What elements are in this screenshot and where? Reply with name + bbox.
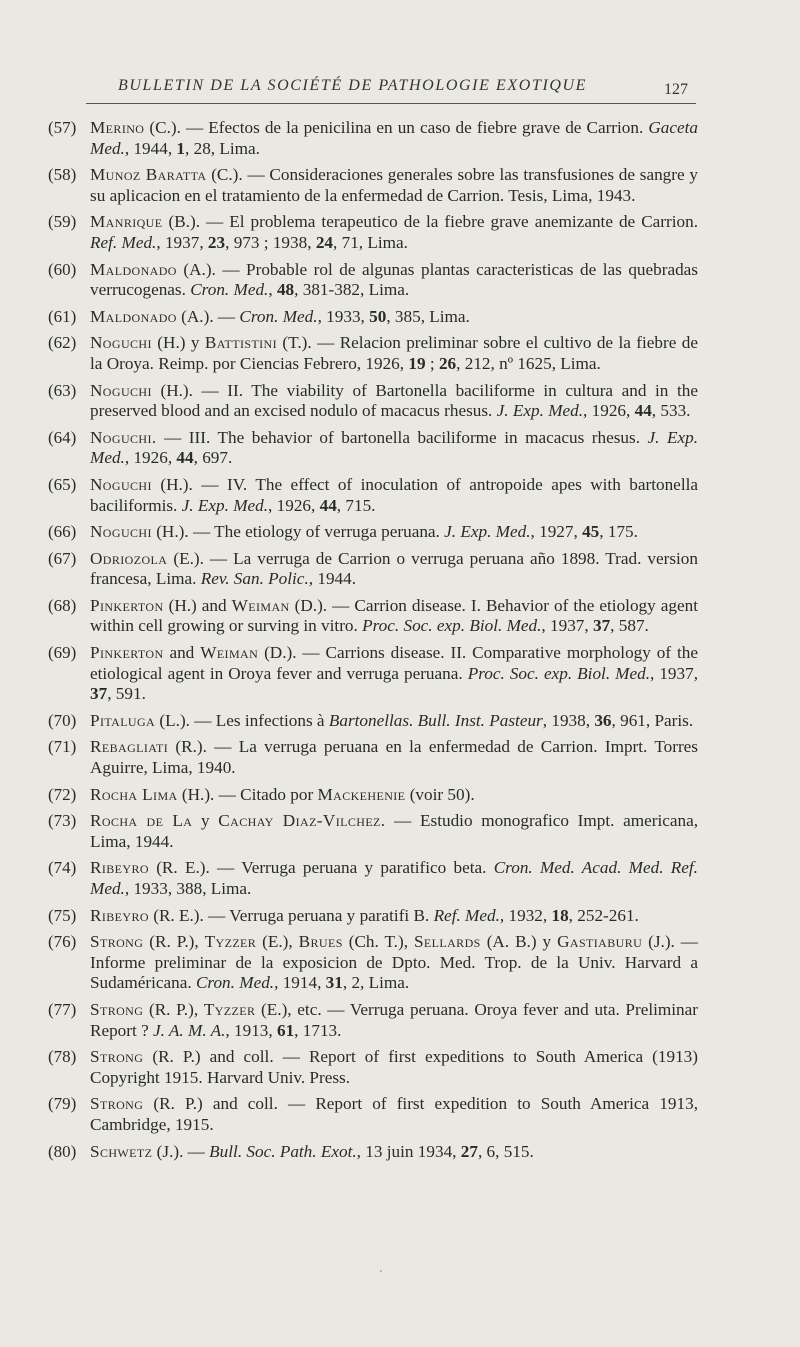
reference-text: (J.). — Informe preliminar de la exposicion de Dpto. Med. Trop. de la Univ. Harvard a Sudaméricana. <box>90 932 698 993</box>
reference-text: , 212, nº 1625, Lima. <box>456 353 601 373</box>
reference-author: Pitaluga <box>90 710 156 730</box>
header-rule <box>86 103 696 104</box>
reference-volume: 44 <box>319 495 337 515</box>
reference-journal: Rev. San. Polic. <box>200 569 309 589</box>
reference-text: (B.). — El problema terapeutico de la fiebre grave anemizante de Carrion. <box>162 212 698 232</box>
reference-volume: 37 <box>592 616 611 636</box>
reference-volume: 44 <box>634 401 652 421</box>
reference-text: , 1913, <box>225 1020 277 1040</box>
reference-entry <box>48 1047 698 1088</box>
reference-entry <box>48 212 698 253</box>
reference-text: y <box>192 811 219 831</box>
reference-text: (C.). — Efectos de la penicilina en un caso de fiebre grave de Carrion. <box>144 118 649 137</box>
reference-author: Mackehenie <box>317 784 406 804</box>
reference-author: Tyzzer <box>203 999 256 1019</box>
reference-list <box>48 118 698 1168</box>
reference-entry <box>48 1000 698 1041</box>
reference-number: (74) <box>48 858 77 878</box>
reference-number: (73) <box>48 811 77 831</box>
reference-number: (57) <box>48 118 77 137</box>
reference-number: (77) <box>48 999 77 1019</box>
reference-number: (60) <box>48 259 77 279</box>
reference-text: , <box>268 280 277 300</box>
reference-volume: 24 <box>315 232 333 252</box>
reference-entry <box>48 307 698 328</box>
reference-entry <box>48 737 698 778</box>
reference-journal: Bartonellas. Bull. Inst. Pasteur <box>328 710 543 730</box>
reference-entry <box>48 785 698 806</box>
reference-entry <box>48 643 698 705</box>
reference-author: Odriozola <box>90 548 168 568</box>
reference-journal: J. Exp. Med. <box>444 522 531 542</box>
reference-number: (59) <box>48 212 77 232</box>
reference-text: (H.) and <box>163 595 232 615</box>
reference-number: (72) <box>48 784 77 804</box>
reference-text: (R. E.). — Verruga peruana y paratifico beta. <box>148 858 494 878</box>
reference-text: , 385, Lima. <box>386 306 470 326</box>
reference-author: Ribeyro <box>90 858 149 878</box>
reference-entry <box>48 522 698 543</box>
reference-text: , 1926, <box>124 448 177 468</box>
reference-number: (63) <box>48 380 77 400</box>
reference-author: Brues <box>298 932 343 952</box>
reference-text: (R. P.) and coll. — Report of first expedition to South America 1913, Cambridge, 1915. <box>90 1094 698 1134</box>
reference-author: Weiman <box>200 643 259 663</box>
reference-text: , 973 ; 1938, <box>225 232 316 252</box>
reference-author: Noguchi <box>90 333 152 353</box>
reference-text: , 6, 515. <box>477 1141 534 1161</box>
reference-journal: Cron. Med. <box>190 280 269 300</box>
reference-text: (A. B.) y <box>480 932 558 952</box>
running-title: BULLETIN DE LA SOCIÉTÉ DE PATHOLOGIE EXOTIQUE <box>118 77 588 94</box>
reference-text: (H.). — II. The viability of Bartonella baciliforme in cultura and in the preserved blood and an excised nodulo of macacus rhesus. <box>90 380 698 421</box>
reference-journal: Cron. Med. <box>195 973 275 993</box>
reference-text: (H.). — The etiology of verruga peruana. <box>151 522 445 542</box>
reference-volume: 26 <box>438 353 457 373</box>
reference-volume: 23 <box>207 232 226 252</box>
reference-text: , 1713. <box>294 1020 342 1040</box>
reference-text: (E.). — La verruga de Carrion o verruga peruana año 1898. Trad. version francesa, Lima. <box>90 548 698 589</box>
reference-text: (J.). — <box>152 1141 210 1161</box>
reference-number: (78) <box>48 1047 77 1067</box>
reference-author: Noguchi <box>90 522 152 542</box>
reference-author: Maldonado <box>90 306 177 326</box>
reference-entry <box>48 858 698 899</box>
reference-entry <box>48 906 698 927</box>
reference-text: (H.). — IV. The effect of inoculation of antropoide apes with bartonella baciliformis. <box>90 474 698 515</box>
reference-journal: Ref. Med. <box>433 905 500 925</box>
reference-text: , 252-261. <box>568 905 639 925</box>
reference-entry <box>48 711 698 732</box>
reference-author: Noguchi. <box>90 427 157 447</box>
reference-text: , 71, Lima. <box>333 232 408 252</box>
reference-text: ; <box>425 353 439 373</box>
reference-number: (68) <box>48 595 77 615</box>
reference-text: (H.). — Citado por <box>177 784 318 804</box>
reference-number: (80) <box>48 1141 77 1161</box>
reference-number: (70) <box>48 710 77 730</box>
reference-text: (E.), <box>256 932 299 952</box>
reference-journal: Proc. Soc. exp. Biol. Med. <box>362 616 542 636</box>
reference-entry <box>48 118 698 159</box>
reference-text: (L.). — Les infections à <box>155 710 329 730</box>
reference-entry <box>48 381 698 422</box>
reference-text: (A.). — <box>176 306 240 326</box>
paper-speck <box>380 1270 382 1272</box>
reference-volume: 31 <box>325 973 343 993</box>
reference-text: , 2, Lima. <box>342 973 410 993</box>
reference-text: , 175. <box>599 522 638 542</box>
reference-text: , 1926, <box>583 401 635 421</box>
reference-author: Tyzzer <box>204 932 257 952</box>
reference-text: (R.). — La verruga peruana en la enfermedad de Carrion. Imprt. Torres Aguirre, Lima, 1940. <box>90 737 698 778</box>
reference-number: (61) <box>48 306 77 326</box>
reference-author: Merino <box>90 118 145 137</box>
reference-text: (R. P.), <box>143 932 205 952</box>
reference-volume: 61 <box>276 1020 295 1040</box>
reference-number: (75) <box>48 905 77 925</box>
reference-entry <box>48 260 698 301</box>
reference-author: Noguchi <box>90 474 152 494</box>
reference-volume: 18 <box>551 905 569 925</box>
reference-volume: 27 <box>460 1141 478 1161</box>
reference-text: (R. P.) and coll. — Report of first expeditions to South America (1913) Copyright 1915. Harvard Univ. Press. <box>90 1047 698 1087</box>
reference-text: (D.). — Carrion disease. I. Behavior of the etiology agent within cell growing or surving in vitro. <box>90 595 698 636</box>
reference-text: , 591. <box>107 684 146 704</box>
reference-author: Pinkerton <box>90 643 164 663</box>
reference-author: Maldonado <box>90 259 177 279</box>
reference-journal: Ref. Med. <box>90 232 157 252</box>
reference-text: , 1944, <box>124 138 177 158</box>
reference-author: Sellards <box>413 932 481 952</box>
reference-entry <box>48 475 698 516</box>
reference-volume: 37 <box>90 684 108 704</box>
reference-journal: Proc. Soc. exp. Biol. Med. <box>467 663 650 683</box>
reference-author: Rocha Lima <box>90 784 178 804</box>
reference-author: Manrique <box>90 212 163 232</box>
reference-entry <box>48 932 698 994</box>
reference-text: , 533. <box>651 401 691 421</box>
reference-entry <box>48 1142 698 1163</box>
reference-journal: Cron. Med. <box>239 306 318 326</box>
reference-number: (64) <box>48 427 77 447</box>
reference-volume: 45 <box>582 522 600 542</box>
reference-text: , 28, Lima. <box>185 138 260 158</box>
reference-volume: 44 <box>176 448 194 468</box>
reference-entry <box>48 1094 698 1135</box>
reference-journal: Bull. Soc. Path. Exot. <box>209 1141 357 1161</box>
reference-volume: 19 <box>408 353 426 373</box>
reference-journal: J. Exp. Med. <box>496 401 584 421</box>
page-number: 127 <box>664 81 688 98</box>
reference-entry <box>48 428 698 469</box>
reference-author: Cachay Diaz-Vilchez. <box>218 811 386 831</box>
reference-author: Munoz Baratta <box>90 165 207 185</box>
reference-text: , 381-382, Lima. <box>294 280 410 300</box>
reference-journal: J. Exp. Med. <box>90 427 698 468</box>
reference-text: (A.). — Probable rol de algunas plantas caracteristicas de las quebradas verrucogenas. <box>90 259 698 300</box>
reference-journal: Cron. Med. Acad. Med. Ref. Med. <box>90 858 698 898</box>
reference-author: Schwetz <box>90 1141 153 1161</box>
reference-text: , 13 juin 1934, <box>356 1141 461 1161</box>
reference-author: Rebagliati <box>90 737 169 757</box>
reference-number: (66) <box>48 522 77 542</box>
reference-text: , 1944. <box>308 569 357 589</box>
reference-text: , 697. <box>193 448 233 468</box>
reference-text: , 1937, <box>156 232 208 252</box>
reference-text: , 1914, <box>274 973 326 993</box>
reference-text: , 961, Paris. <box>611 710 694 730</box>
reference-text: , 1933, <box>317 306 370 326</box>
reference-author: Weiman <box>231 595 290 615</box>
reference-text: , 1926, <box>268 495 320 515</box>
reference-text: (voir 50). <box>405 784 475 804</box>
reference-text: (D.). — Carrions disease. II. Comparative morphology of the etiological agent in Oroya fever and verruga peruana. <box>90 643 698 683</box>
reference-volume: 50 <box>369 306 387 326</box>
reference-author: Strong <box>90 1094 144 1114</box>
reference-author: Battistini <box>204 333 278 353</box>
reference-volume: 1 <box>176 138 185 158</box>
reference-volume: 48 <box>276 280 295 300</box>
reference-text: , 1937, <box>650 663 699 683</box>
reference-author: Gastiaburu <box>557 932 643 952</box>
reference-number: (65) <box>48 474 77 494</box>
reference-entry <box>48 165 698 206</box>
reference-entry <box>48 811 698 852</box>
reference-text: , 1927, <box>530 522 583 542</box>
reference-number: (58) <box>48 165 77 185</box>
reference-author: Pinkerton <box>90 595 164 615</box>
reference-number: (67) <box>48 548 77 568</box>
reference-number: (76) <box>48 932 77 952</box>
reference-number: (69) <box>48 643 77 663</box>
reference-author: Rocha de La <box>90 811 193 831</box>
reference-author: Strong <box>90 1047 144 1067</box>
reference-text: (Ch. T.), <box>342 932 414 952</box>
reference-entry <box>48 596 698 637</box>
reference-journal: J. A. M. A. <box>153 1020 226 1040</box>
reference-author: Noguchi <box>90 380 152 400</box>
reference-text: , 587. <box>610 616 649 636</box>
reference-volume: 36 <box>594 710 612 730</box>
reference-text: (R. P.), <box>143 999 204 1019</box>
reference-text: , 1937, <box>541 616 593 636</box>
reference-text: (H.) y <box>151 333 205 353</box>
reference-author: Strong <box>90 932 144 952</box>
reference-text: and <box>163 643 201 663</box>
reference-text: , 715. <box>336 495 376 515</box>
reference-number: (79) <box>48 1094 77 1114</box>
reference-text: (E.), etc. — Verruga peruana. Oroya fever and uta. Preliminar Report ? <box>90 999 698 1040</box>
reference-text: (T.). — Relacion preliminar sobre el cultivo de la fiebre de la Oroya. Reimp. por Ciencias Febrero, 1926, <box>90 333 698 373</box>
reference-journal: Gaceta Med. <box>90 118 698 158</box>
reference-text: — Estudio monografico Impt. americana, Lima, 1944. <box>90 811 699 851</box>
reference-text: , 1932, <box>499 905 552 925</box>
reference-number: (62) <box>48 333 77 353</box>
reference-author: Strong <box>90 999 144 1019</box>
reference-number: (71) <box>48 737 77 757</box>
reference-text: , 1938, <box>542 710 595 730</box>
reference-text: — III. The behavior of bartonella baciliforme in macacus rhesus. <box>156 427 648 447</box>
reference-entry <box>48 333 698 374</box>
reference-text: , 1933, 388, Lima. <box>124 879 252 898</box>
reference-entry <box>48 549 698 590</box>
reference-journal: J. Exp. Med. <box>181 495 269 515</box>
reference-text: (C.). — Consideraciones generales sobre las transfusiones de sangre y su aplicacion en el tratamiento de la enfermedad de Carrion. Tesis, Lima, 1943. <box>90 165 698 205</box>
reference-author: Ribeyro <box>90 905 149 925</box>
reference-text: (R. E.). — Verruga peruana y paratifi B. <box>148 905 434 925</box>
